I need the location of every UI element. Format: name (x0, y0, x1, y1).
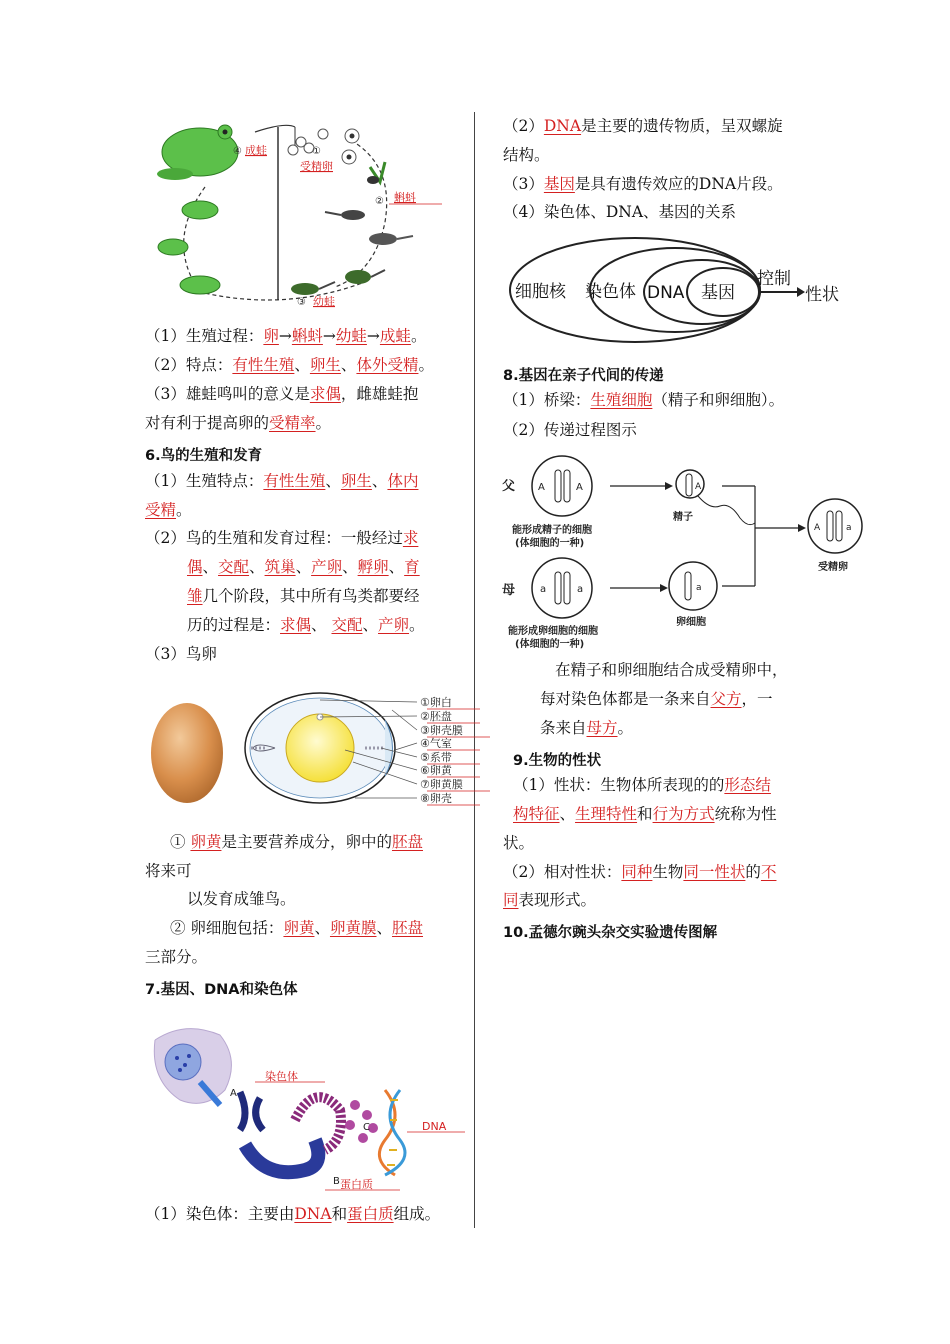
egg-cell-line-1: ② 卵细胞包括：卵黄、卵黄膜、胚盘 (170, 919, 424, 937)
label-protein: 蛋白质 (340, 1178, 373, 1191)
bird-process-line-2: 偶、交配、筑巢、产卵、孵卵、育 (187, 558, 420, 576)
egg-cell-label-2: (体细胞的一种) (515, 639, 585, 650)
yolk-line-1: ① 卵黄是主要营养成分，卵中的胚盘 (170, 833, 423, 851)
traits-line-3: 状。 (503, 834, 535, 852)
label-egg-cell: 卵细胞 (676, 617, 706, 628)
ellipse-label-gene: 基因 (701, 283, 735, 303)
label-mother: 母 (502, 583, 516, 598)
egg-label-1: ①卵白 (420, 696, 452, 709)
gene-a: a (540, 584, 547, 595)
chromosome-dna-figure (145, 1020, 480, 1195)
frog-life-cycle-figure (145, 112, 455, 312)
frog-features-line: （2）特点：有性生殖、卵生、体外受精。 (145, 356, 434, 374)
yolk-line-3: 以发育成雏鸟。 (187, 890, 296, 908)
ellipse-label-nucleus: 细胞核 (515, 282, 566, 302)
label-num-4: ④ (233, 146, 242, 157)
label-tadpole: 蝌蚪 (394, 191, 416, 204)
bird-egg-figure (145, 690, 500, 820)
bird-features-line-1: （1）生殖特点：有性生殖、卵生、体内 (145, 472, 419, 490)
gene-a: a (696, 583, 702, 593)
transfer-process-heading: （2）传递过程图示 (503, 421, 637, 439)
ellipse-label-dna: DNA (647, 283, 685, 303)
froglet-image (182, 201, 218, 219)
egg-label-7: ⑦卵黄膜 (420, 778, 463, 791)
relationship-heading: （4）染色体、DNA、基因的关系 (503, 203, 737, 221)
egg-photo (151, 703, 223, 803)
gene-definition-line: （3）基因是具有遗传效应的DNA片段。 (503, 175, 783, 193)
nested-ellipse-figure (505, 232, 850, 352)
label-chromosome: 染色体 (265, 1070, 298, 1083)
zygote-line-2: 每对染色体都是一条来自父方，一 (540, 690, 773, 708)
ellipse-label-control: 控制 (757, 269, 791, 289)
label-B: B (333, 1176, 340, 1187)
gene-A: A (814, 523, 821, 533)
ellipse-label-trait: 性状 (805, 285, 839, 305)
label-C: C (363, 1122, 370, 1133)
frog-process-line: （1）生殖过程：卵→蝌蚪→幼蛙→成蛙。 (145, 327, 427, 345)
bird-process-line-3: 雏几个阶段，其中所有鸟类都要经 (187, 587, 420, 605)
heading-gene-dna: 7.基因、DNA和染色体 (145, 982, 298, 998)
label-froglet: 幼蛙 (313, 295, 335, 308)
label-father: 父 (502, 479, 516, 494)
relative-traits-line-1: （2）相对性状：同种生物同一性状的不 (503, 863, 777, 881)
egg-label-5: ⑤系带 (420, 751, 452, 764)
heading-transfer: 8.基因在亲子代间的传递 (503, 368, 664, 384)
zygote-line-1: 在精子和卵细胞结合成受精卵中， (555, 661, 788, 679)
zygote-line-3: 条来自母方。 (540, 719, 634, 737)
froglet-image (158, 239, 188, 255)
dna-line-2: 结构。 (503, 146, 550, 164)
label-num-3: ③ (297, 297, 306, 308)
egg-cell-label-1: 能形成卵细胞的细胞 (508, 626, 598, 637)
frog-call-line-2: 对有利于提高卵的受精率。 (145, 414, 332, 432)
gene-A: A (576, 482, 583, 493)
gene-a: a (846, 523, 852, 533)
gene-transfer-figure (500, 448, 870, 653)
heading-bird: 6.鸟的生殖和发育 (145, 448, 263, 464)
egg-cell-line-2: 三部分。 (145, 948, 208, 966)
bird-egg-heading: （3）鸟卵 (145, 645, 217, 663)
label-num-2: ② (375, 196, 384, 207)
tadpole-images (291, 162, 413, 295)
label-fertilized-egg: 受精卵 (300, 160, 333, 173)
relative-traits-line-2: 同表现形式。 (503, 891, 597, 909)
frog-call-line-1: （3）雄蛙鸣叫的意义是求偶，雌雄蛙抱 (145, 385, 419, 403)
froglet-image (180, 276, 220, 294)
traits-line-2: 构特征、生理特性和行为方式统称为性 (513, 805, 777, 823)
egg-label-6: ⑥卵黄 (420, 764, 452, 777)
bird-process-line-1: （2）鸟的生殖和发育过程：一般经过求 (145, 529, 419, 547)
label-num-1: ① (312, 146, 321, 157)
sperm-cell-label-1: 能形成精子的细胞 (512, 525, 592, 536)
egg-label-2: ②胚盘 (420, 710, 452, 723)
label-zygote: 受精卵 (818, 562, 848, 573)
chromosome-composition-line: （1）染色体：主要由DNA和蛋白质组成。 (145, 1205, 441, 1223)
sperm-cell-label-2: (体细胞的一种) (515, 538, 585, 549)
heading-traits: 9.生物的性状 (513, 753, 602, 769)
label-adult-frog: 成蛙 (245, 144, 267, 157)
label-A: A (230, 1088, 237, 1099)
bird-process-line-4: 历的过程是：求偶、 交配、产卵。 (187, 616, 425, 634)
yolk-line-2: 将来可 (145, 862, 192, 880)
heading-mendel: 10.孟德尔豌头杂交实验遗传图解 (503, 925, 718, 941)
traits-line-1: （1）性状：生物体所表现的的形态结 (513, 776, 771, 794)
egg-label-4: ④气室 (420, 737, 452, 750)
adult-frog-image (157, 125, 238, 180)
bird-features-line-2: 受精。 (145, 501, 192, 519)
bridge-line: （1）桥梁：生殖细胞（精子和卵细胞）。 (503, 391, 785, 409)
label-dna: DNA (422, 1120, 447, 1133)
egg-label-8: ⑧卵壳 (420, 792, 452, 805)
gene-a: a (577, 584, 584, 595)
ellipse-label-chromosome: 染色体 (585, 282, 636, 302)
gene-A: A (695, 482, 702, 492)
gene-A: A (538, 482, 545, 493)
egg-mass-image (288, 129, 359, 164)
label-sperm: 精子 (673, 512, 693, 523)
dna-line-1: （2）DNA是主要的遗传物质，呈双螺旋 (503, 117, 783, 135)
egg-label-3: ③卵壳膜 (420, 724, 463, 737)
